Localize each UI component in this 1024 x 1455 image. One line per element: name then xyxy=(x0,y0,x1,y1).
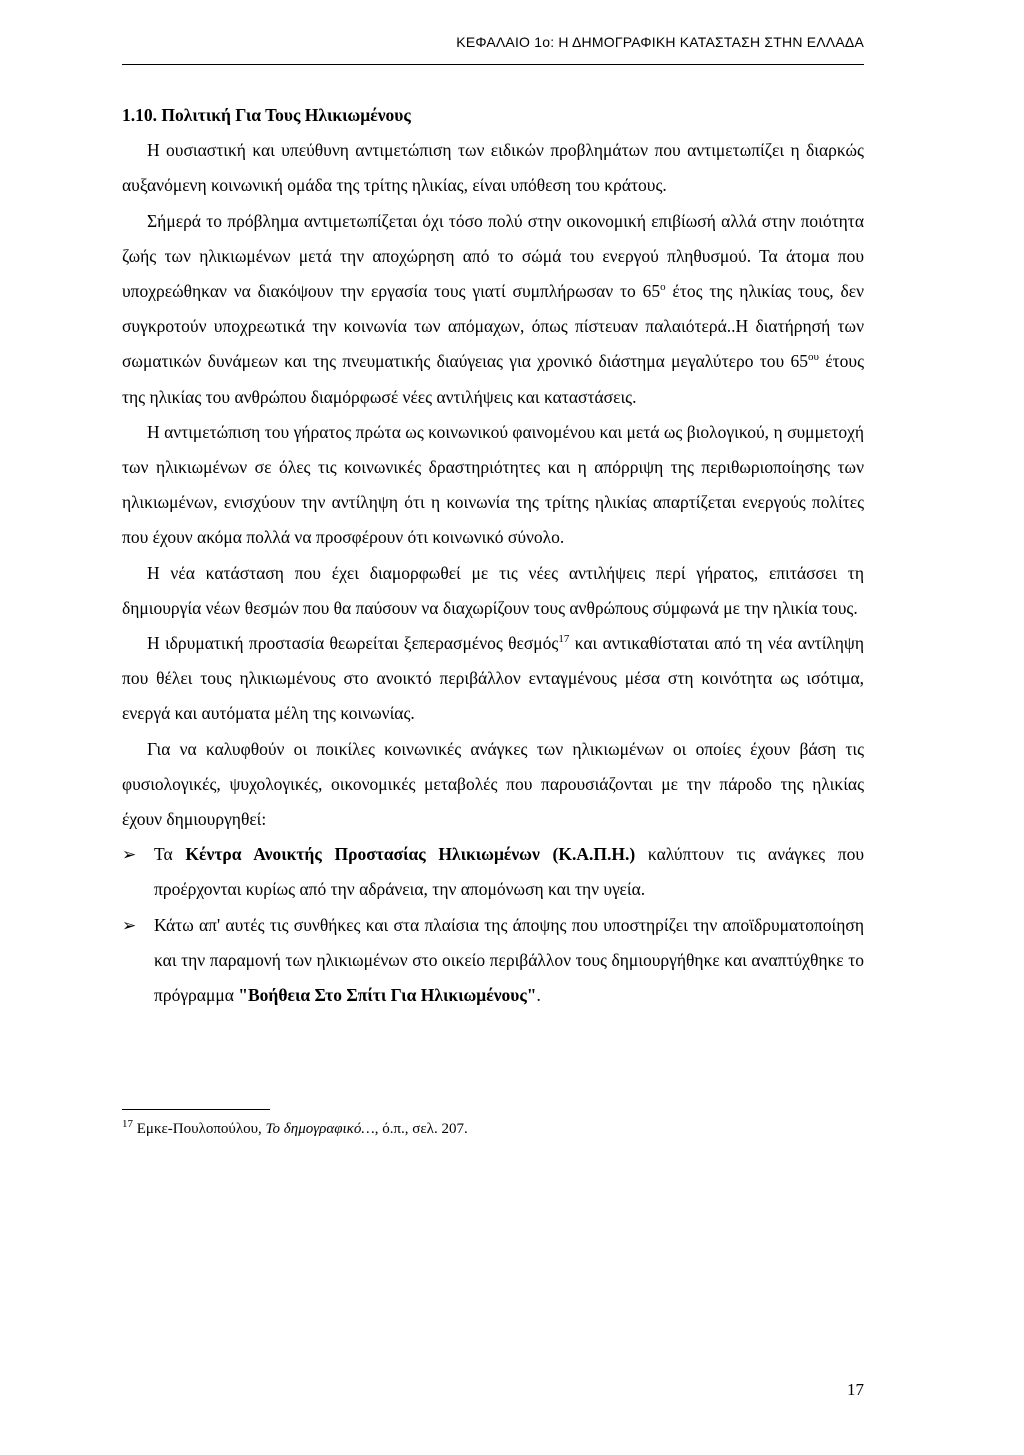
paragraph-4: Η νέα κατάσταση που έχει διαμορφωθεί με τις νέες αντιλήψεις περί γήρατος, επιτάσσει τη δημιουργία νέων θεσμών που θα παύσουν να διαχωρίζουν τους ανθρώπους σύμφωνά με την ηλικία τους. xyxy=(122,562,864,618)
paragraph-2-part-a: Σήμερά το πρόβλημα αντιμετωπίζεται όχι τόσο πολύ στην οικονομική επιβίωσή αλλά στην ποιότητα ζωής των ηλικιωμένων μετά την αποχώρηση από το σώμά του ενεργού πληθυσμού. Τα άτομα που υποχρεώθηκαν να διακόψουν την εργασία τους γιατί συμπλήρωσαν το 65 xyxy=(122,210,864,302)
superscript-ordinal: ου xyxy=(808,351,819,364)
list-item xyxy=(122,908,864,1014)
paragraph-1: Η ουσιαστική και υπεύθυνη αντιμετώπιση των ειδικών προβλημάτων που αντιμετωπίζει η διαρκώς αυξανόμενη κοινωνική ομάδα της τρίτης ηλικίας, είναι υπόθεση του κράτους. xyxy=(122,140,864,196)
footnote xyxy=(122,1118,864,1140)
paragraph-5-part-b: και αντικαθίσταται από τη νέα αντίληψη που θέλει τους ηλικιωμένους στο ανοικτό περιβάλλον ενταγμένους μέσα στη κοινότητα ως ισότιμα, ενεργά και αυτόματα μέλη της κοινωνίας. xyxy=(122,633,864,724)
paragraph-3: Η αντιμετώπιση του γήρατος πρώτα ως κοινωνικού φαινομένου και μετά ως βιολογικού, η συμμετοχή των ηλικιωμένων σε όλες τις κοινωνικές δραστηριότητες και η απόρριψη της περιθωριοποίησης των ηλικιωμένων, ενισχύουν την αντίληψη ότι η κοινωνία της τρίτης ηλικίας απαρτίζεται ενεργούς πολίτες που έχουν ακόμα πολλά να προσφέρουν ότι κοινωνικό σύνολο. xyxy=(122,421,864,548)
arrow-bullet-icon: ➢ xyxy=(122,915,137,935)
footnote-number: 17 xyxy=(122,1118,133,1130)
bullet-1-post: καλύπτουν τις ανάγκες που προέρχονται κυρίως από την αδράνεια, την απομόνωση και την υγεία. xyxy=(154,844,864,900)
footnote-rest: , ό.π., σελ. 207. xyxy=(374,1121,468,1137)
paragraph-5-part-a: Η ιδρυματική προστασία θεωρείται ξεπερασμένος θεσμός xyxy=(147,633,559,654)
bullet-2-bold: "Βοήθεια Στο Σπίτι Για Ηλικιωμένους" xyxy=(238,985,537,1006)
footnote-reference: 17 xyxy=(558,633,570,646)
bullet-2-post: . xyxy=(536,985,541,1006)
bullet-1-bold: Κέντρα Ανοικτής Προστασίας Ηλικιωμένων (Κ.Α.Π.Η.) xyxy=(185,844,636,865)
paragraph-6: Για να καλυφθούν οι ποικίλες κοινωνικές ανάγκες των ηλικιωμένων οι οποίες έχουν βάση τις φυσιολογικές, ψυχολογικές, οικονομικές μεταβολές που παρουσιάζονται με την πάροδο της ηλικίας έχουν δημιουργηθεί: xyxy=(122,738,864,830)
bullet-list xyxy=(122,837,864,1013)
running-title: ΚΕΦΑΛΑΙΟ 1ο: Η ΔΗΜΟΓΡΑΦΙΚΗ ΚΑΤΑΣΤΑΣΗ ΣΤΗΝ ΕΛΛΑΔΑ xyxy=(456,34,864,50)
page-body xyxy=(122,98,864,1013)
section-heading: 1.10. Πολιτική Για Τους Ηλικιωμένους xyxy=(122,105,411,125)
bullet-2-pre: Κάτω απ' αυτές τις συνθήκες και στα πλαίσια της άποψης που υποστηρίζει την αποϊδρυματοποίηση και την παραμονή των ηλικιωμένων στο οικείο περιβάλλον τους δημιουργήθηκε και αναπτύχθηκε το πρόγραμμα xyxy=(154,914,864,1006)
bullet-1-pre: Τα xyxy=(154,844,186,865)
footnote-divider xyxy=(122,1109,270,1110)
page-number: 17 xyxy=(847,1380,864,1399)
list-item xyxy=(122,837,864,907)
arrow-bullet-icon: ➢ xyxy=(122,845,137,865)
paragraph-2-part-b: έτος της ηλικίας τους, δεν συγκροτούν υποχρεωτικά την κοινωνία των απόμαχων, όπως πίστευαν παλαιότερά..Η διατήρησή των σωματικών δυνάμεων και της πνευματικής διαύγειας για χρονικό διάστημα μεγαλύτερο του 65 xyxy=(122,281,864,372)
footnote-title: Το δημογραφικό… xyxy=(265,1121,375,1137)
running-header xyxy=(122,34,864,50)
paragraph-2 xyxy=(122,204,864,415)
footnote-author: Εμκε-Πουλοπούλου, xyxy=(133,1121,266,1137)
paragraph-5 xyxy=(122,626,864,732)
superscript-ordinal: ο xyxy=(660,281,666,294)
paragraph-2-part-c: έτους της ηλικίας του ανθρώπου διαμόρφωσέ νέες αντιλήψεις και καταστάσεις. xyxy=(122,351,864,407)
header-divider xyxy=(122,64,864,65)
